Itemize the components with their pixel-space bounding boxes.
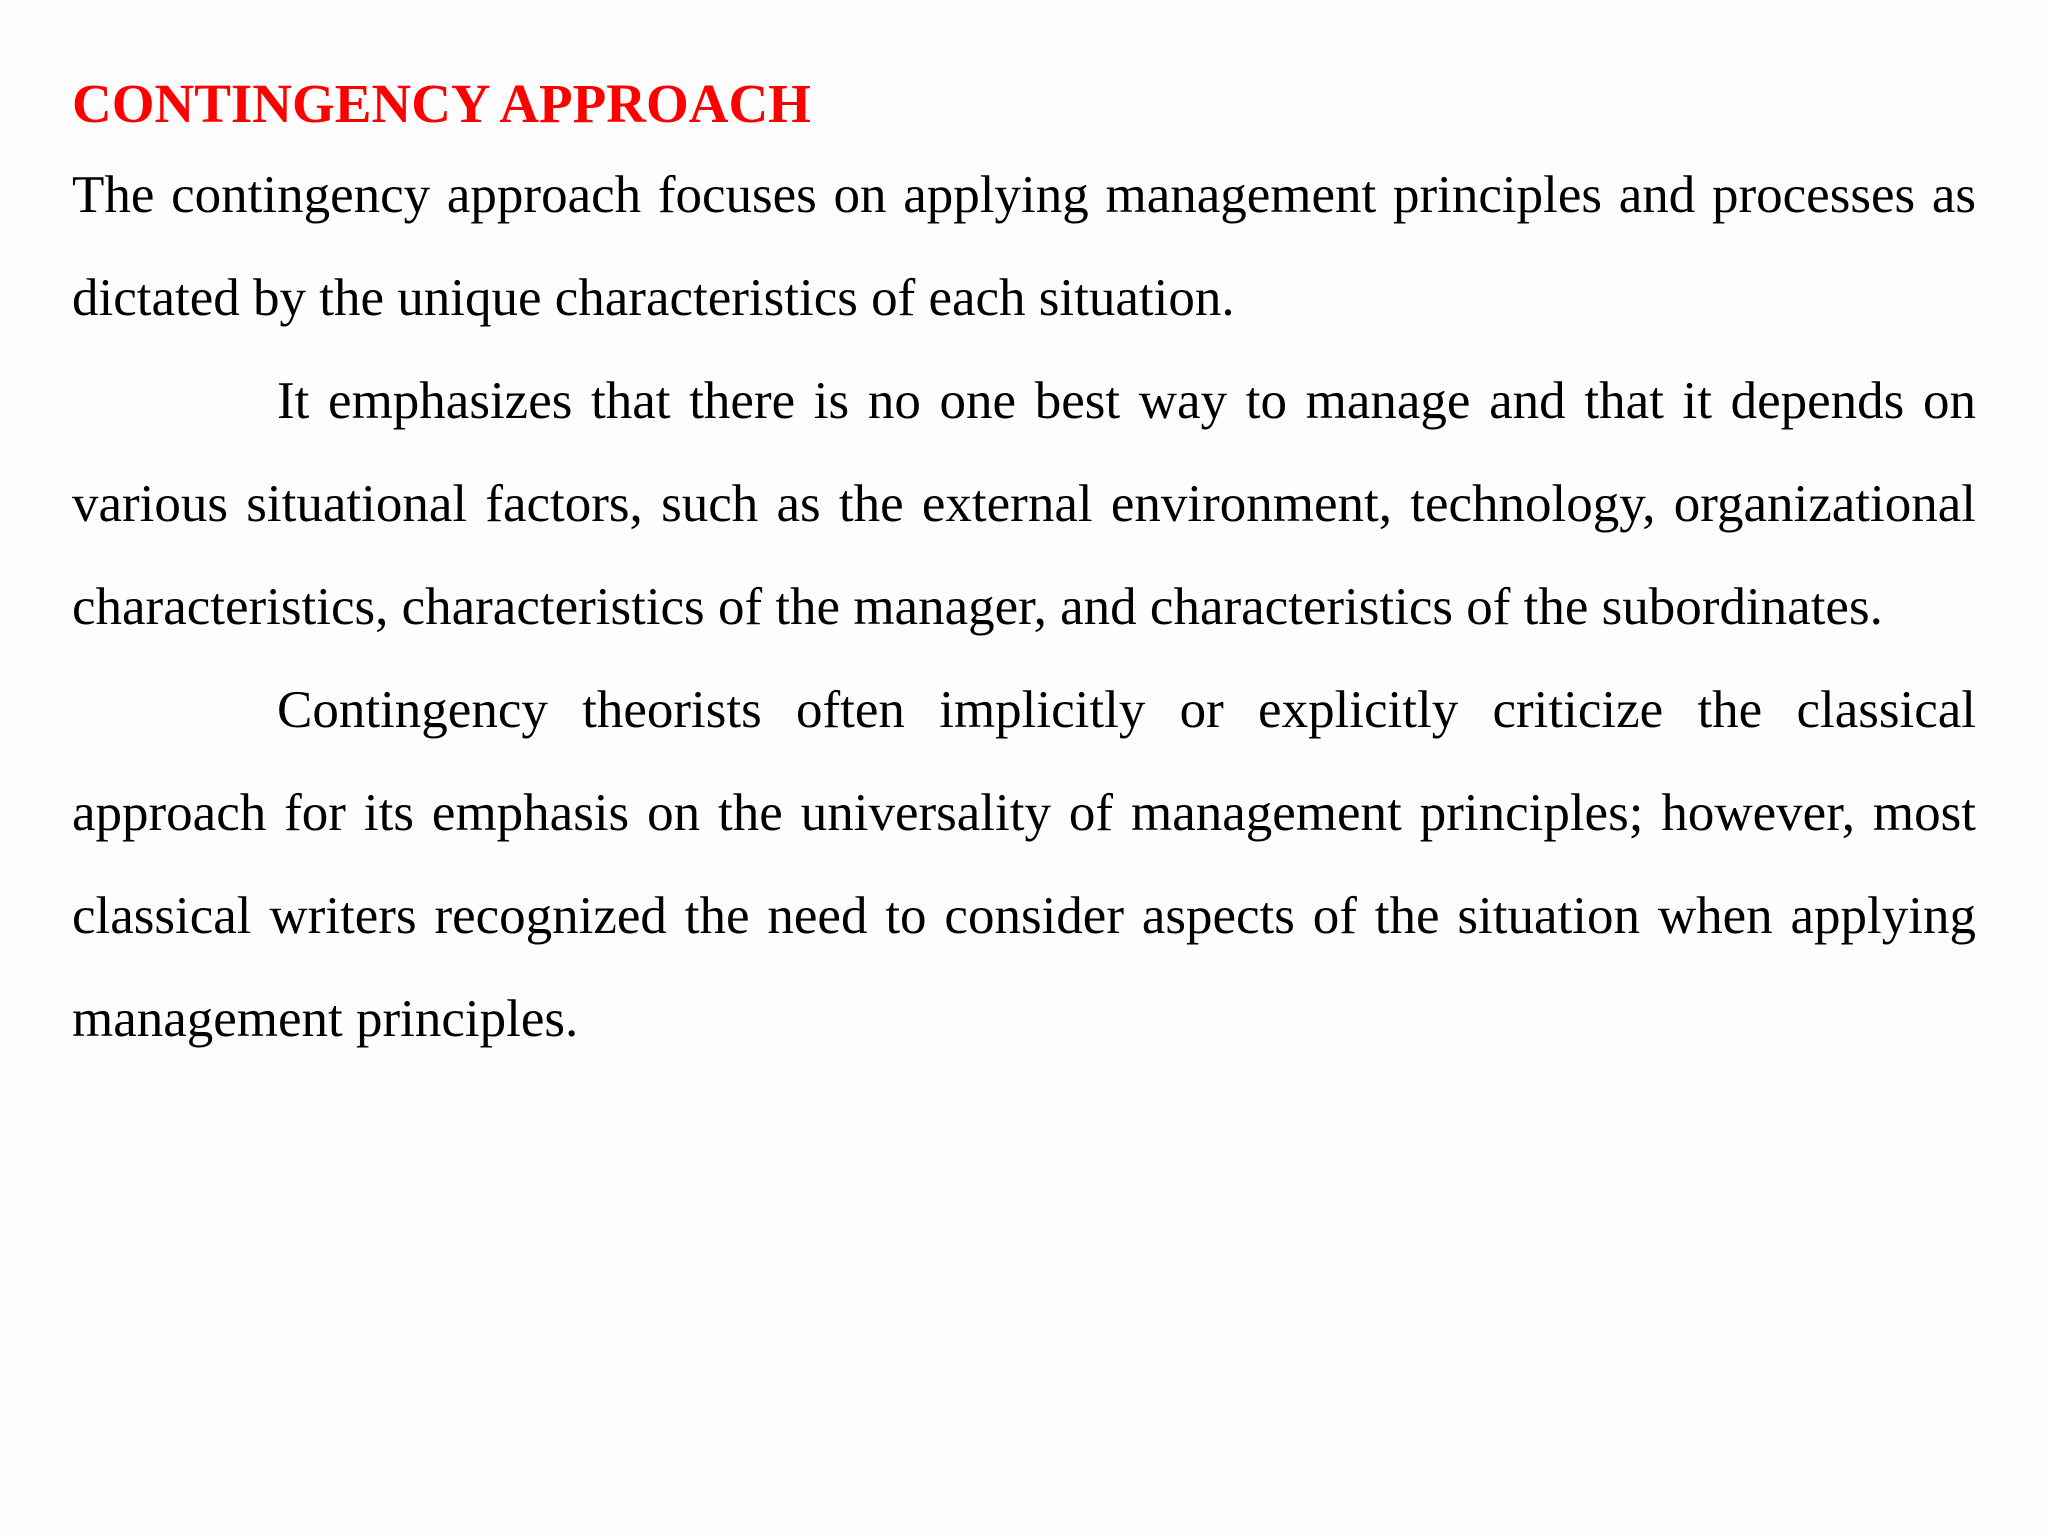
- paragraph-classical-criticism: Contingency theorists often implicitly or explicitly criticize the classical approach for its emphasis on the universality of management principles; however, most classical writers recognized the need to consider aspects of the situation when applying management principles.: [72, 681, 1976, 1048]
- paragraph-intro: The contingency approach focuses on applying management principles and processes as dictated by the unique characteristics of each situation.: [72, 166, 1976, 327]
- slide-title: CONTINGENCY APPROACH: [72, 73, 811, 134]
- paragraph-situational-factors: It emphasizes that there is no one best way to manage and that it depends on various situational factors, such as the external environment, technology, organizational characteristics, characteristics of the manager, and characteristics of the subordinates.: [72, 372, 1976, 636]
